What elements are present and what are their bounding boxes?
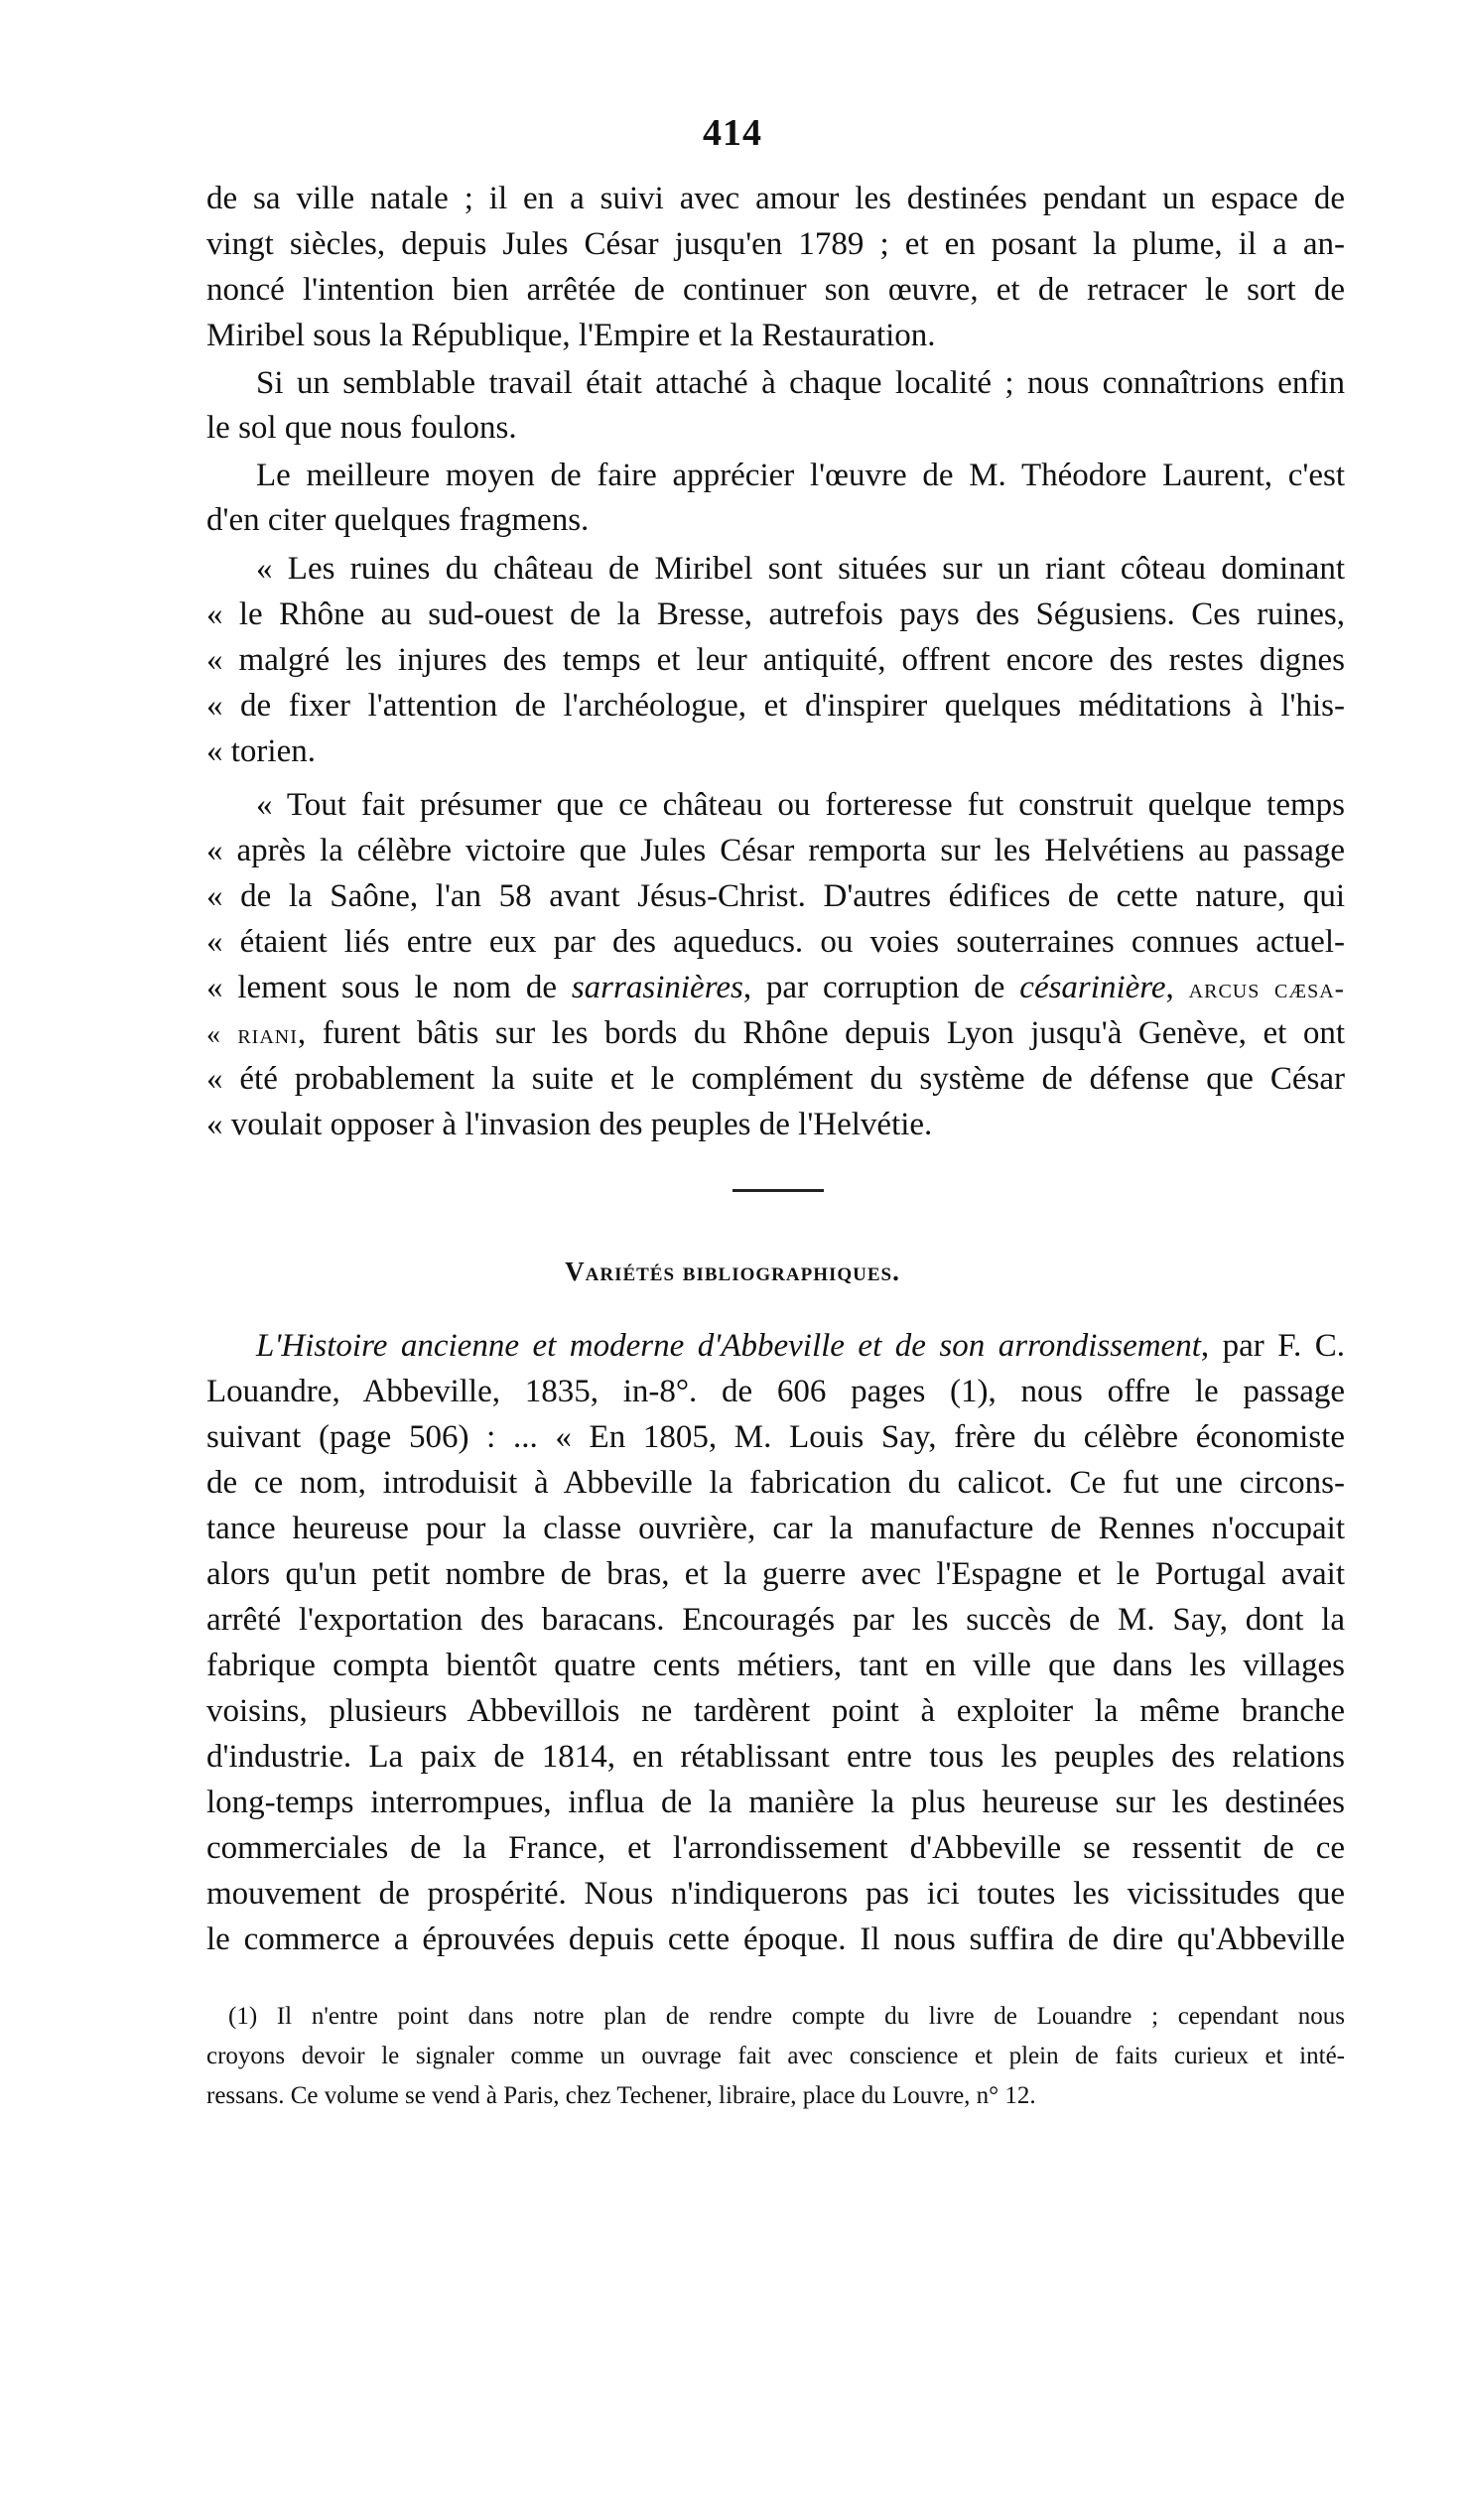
text-line: de ce nom, introduisit à Abbeville la fabrication du calicot. Ce fut une circons- bbox=[206, 1465, 1345, 1501]
text-line: le sol que nous foulons. bbox=[206, 410, 517, 446]
text-line: d'en citer quelques fragmens. bbox=[206, 502, 590, 538]
text-line: suivant (page 506) : ... « En 1805, M. Louis Say, frère du célèbre économiste bbox=[206, 1419, 1345, 1455]
quote-line bbox=[206, 968, 1345, 1007]
quote-line: « après la célèbre victoire que Jules César remporta sur les Helvétiens au passage bbox=[206, 833, 1345, 868]
quote-line: « voulait opposer à l'invasion des peuples de l'Helvétie. bbox=[206, 1107, 933, 1142]
text-line: mouvement de prospérité. Nous n'indiquerons pas ici toutes les vicissitudes que bbox=[206, 1876, 1345, 1912]
section-heading-text: Variétés bibliographiques. bbox=[565, 1257, 900, 1286]
quote-line bbox=[206, 1013, 1345, 1053]
text-fragment: , par corruption de bbox=[742, 970, 1020, 1005]
italic-term: sarrasinières bbox=[571, 970, 743, 1005]
footnote-line: ressans. Ce volume se vend à Paris, chez Techener, libraire, place du Louvre, n° 12. bbox=[206, 2082, 1036, 2109]
quote-line: « été probablement la suite et le complément du système de défense que César bbox=[206, 1061, 1345, 1097]
text-fragment: « lement sous le nom de bbox=[206, 970, 572, 1005]
quote-line: « malgré les injures des temps et leur antiquité, offrent encore des restes dignes bbox=[206, 642, 1345, 678]
quote-line: « Tout fait présumer que ce château ou forteresse fut construit quelque temps bbox=[256, 787, 1345, 823]
small-caps-term: arcus cæsa- bbox=[1188, 974, 1346, 1004]
quote-line: « de fixer l'attention de l'archéologue, et d'inspirer quelques méditations à l'his- bbox=[206, 688, 1345, 724]
quote-line: « Les ruines du château de Miribel sont situées sur un riant côteau dominant bbox=[256, 551, 1345, 587]
text-line: fabrique compta bientôt quatre cents métiers, tant en ville que dans les villages bbox=[206, 1648, 1345, 1683]
book-title: L'Histoire ancienne et moderne d'Abbeville et de son arrondissement bbox=[256, 1328, 1201, 1364]
text-line: d'industrie. La paix de 1814, en rétablissant entre tous les peuples des relations bbox=[206, 1739, 1345, 1775]
text-line bbox=[256, 1326, 1345, 1366]
text-line: arrêté l'exportation des baracans. Encouragés par les succès de M. Say, dont la bbox=[206, 1602, 1345, 1638]
text-line: Miribel sous la République, l'Empire et la Restauration. bbox=[206, 318, 936, 353]
text-line: voisins, plusieurs Abbevillois ne tardèrent point à exploiter la même branche bbox=[206, 1693, 1345, 1729]
quote-line: « le Rhône au sud-ouest de la Bresse, autrefois pays des Ségusiens. Ces ruines, bbox=[206, 597, 1345, 632]
text-line: vingt siècles, depuis Jules César jusqu'en 1789 ; et en posant la plume, il a an- bbox=[206, 226, 1345, 262]
text-fragment: , furent bâtis sur les bords du Rhône depuis Lyon jusqu'à Genève, et ont bbox=[297, 1015, 1345, 1051]
text-line: le commerce a éprouvées depuis cette époque. Il nous suffira de dire qu'Abbeville bbox=[206, 1922, 1345, 1957]
text-line: commerciales de la France, et l'arrondissement d'Abbeville se ressentit de ce bbox=[206, 1830, 1345, 1866]
section-heading bbox=[0, 1257, 1465, 1287]
text-line: Louandre, Abbeville, 1835, in-8°. de 606 pages (1), nous offre le passage bbox=[206, 1374, 1345, 1409]
text-line: long-temps interrompues, influa de la manière la plus heureuse sur les destinées bbox=[206, 1785, 1345, 1820]
page-number: 414 bbox=[703, 112, 762, 154]
text-line: Si un semblable travail était attaché à chaque localité ; nous connaîtrions enfin bbox=[256, 365, 1345, 401]
text-line: alors qu'un petit nombre de bras, et la guerre avec l'Espagne et le Portugal avait bbox=[206, 1556, 1345, 1592]
italic-term: césarinière bbox=[1019, 970, 1166, 1005]
small-caps-term: « riani bbox=[206, 1019, 298, 1050]
text-fragment: , par F. C. bbox=[1200, 1328, 1345, 1364]
text-line: noncé l'intention bien arrêtée de continuer son œuvre, et de retracer le sort de bbox=[206, 272, 1345, 308]
text-line: tance heureuse pour la classe ouvrière, car la manufacture de Rennes n'occupait bbox=[206, 1511, 1345, 1546]
quote-line: « torien. bbox=[206, 733, 316, 769]
section-divider bbox=[732, 1189, 824, 1192]
footnote-line: (1) Il n'entre point dans notre plan de rendre compte du livre de Louandre ; cependant nous bbox=[228, 2003, 1345, 2030]
text-line: Le meilleure moyen de faire apprécier l'œuvre de M. Théodore Laurent, c'est bbox=[256, 458, 1345, 493]
text-fragment: , bbox=[1165, 970, 1189, 1005]
quote-line: « étaient liés entre eux par des aqueducs. ou voies souterraines connues actuel- bbox=[206, 924, 1345, 960]
footnote-line: croyons devoir le signaler comme un ouvrage fait avec conscience et plein de faits curieux et inté- bbox=[206, 2043, 1345, 2069]
quote-line: « de la Saône, l'an 58 avant Jésus-Christ. D'autres édifices de cette nature, qui bbox=[206, 878, 1345, 914]
text-line: de sa ville natale ; il en a suivi avec amour les destinées pendant un espace de bbox=[206, 181, 1345, 216]
